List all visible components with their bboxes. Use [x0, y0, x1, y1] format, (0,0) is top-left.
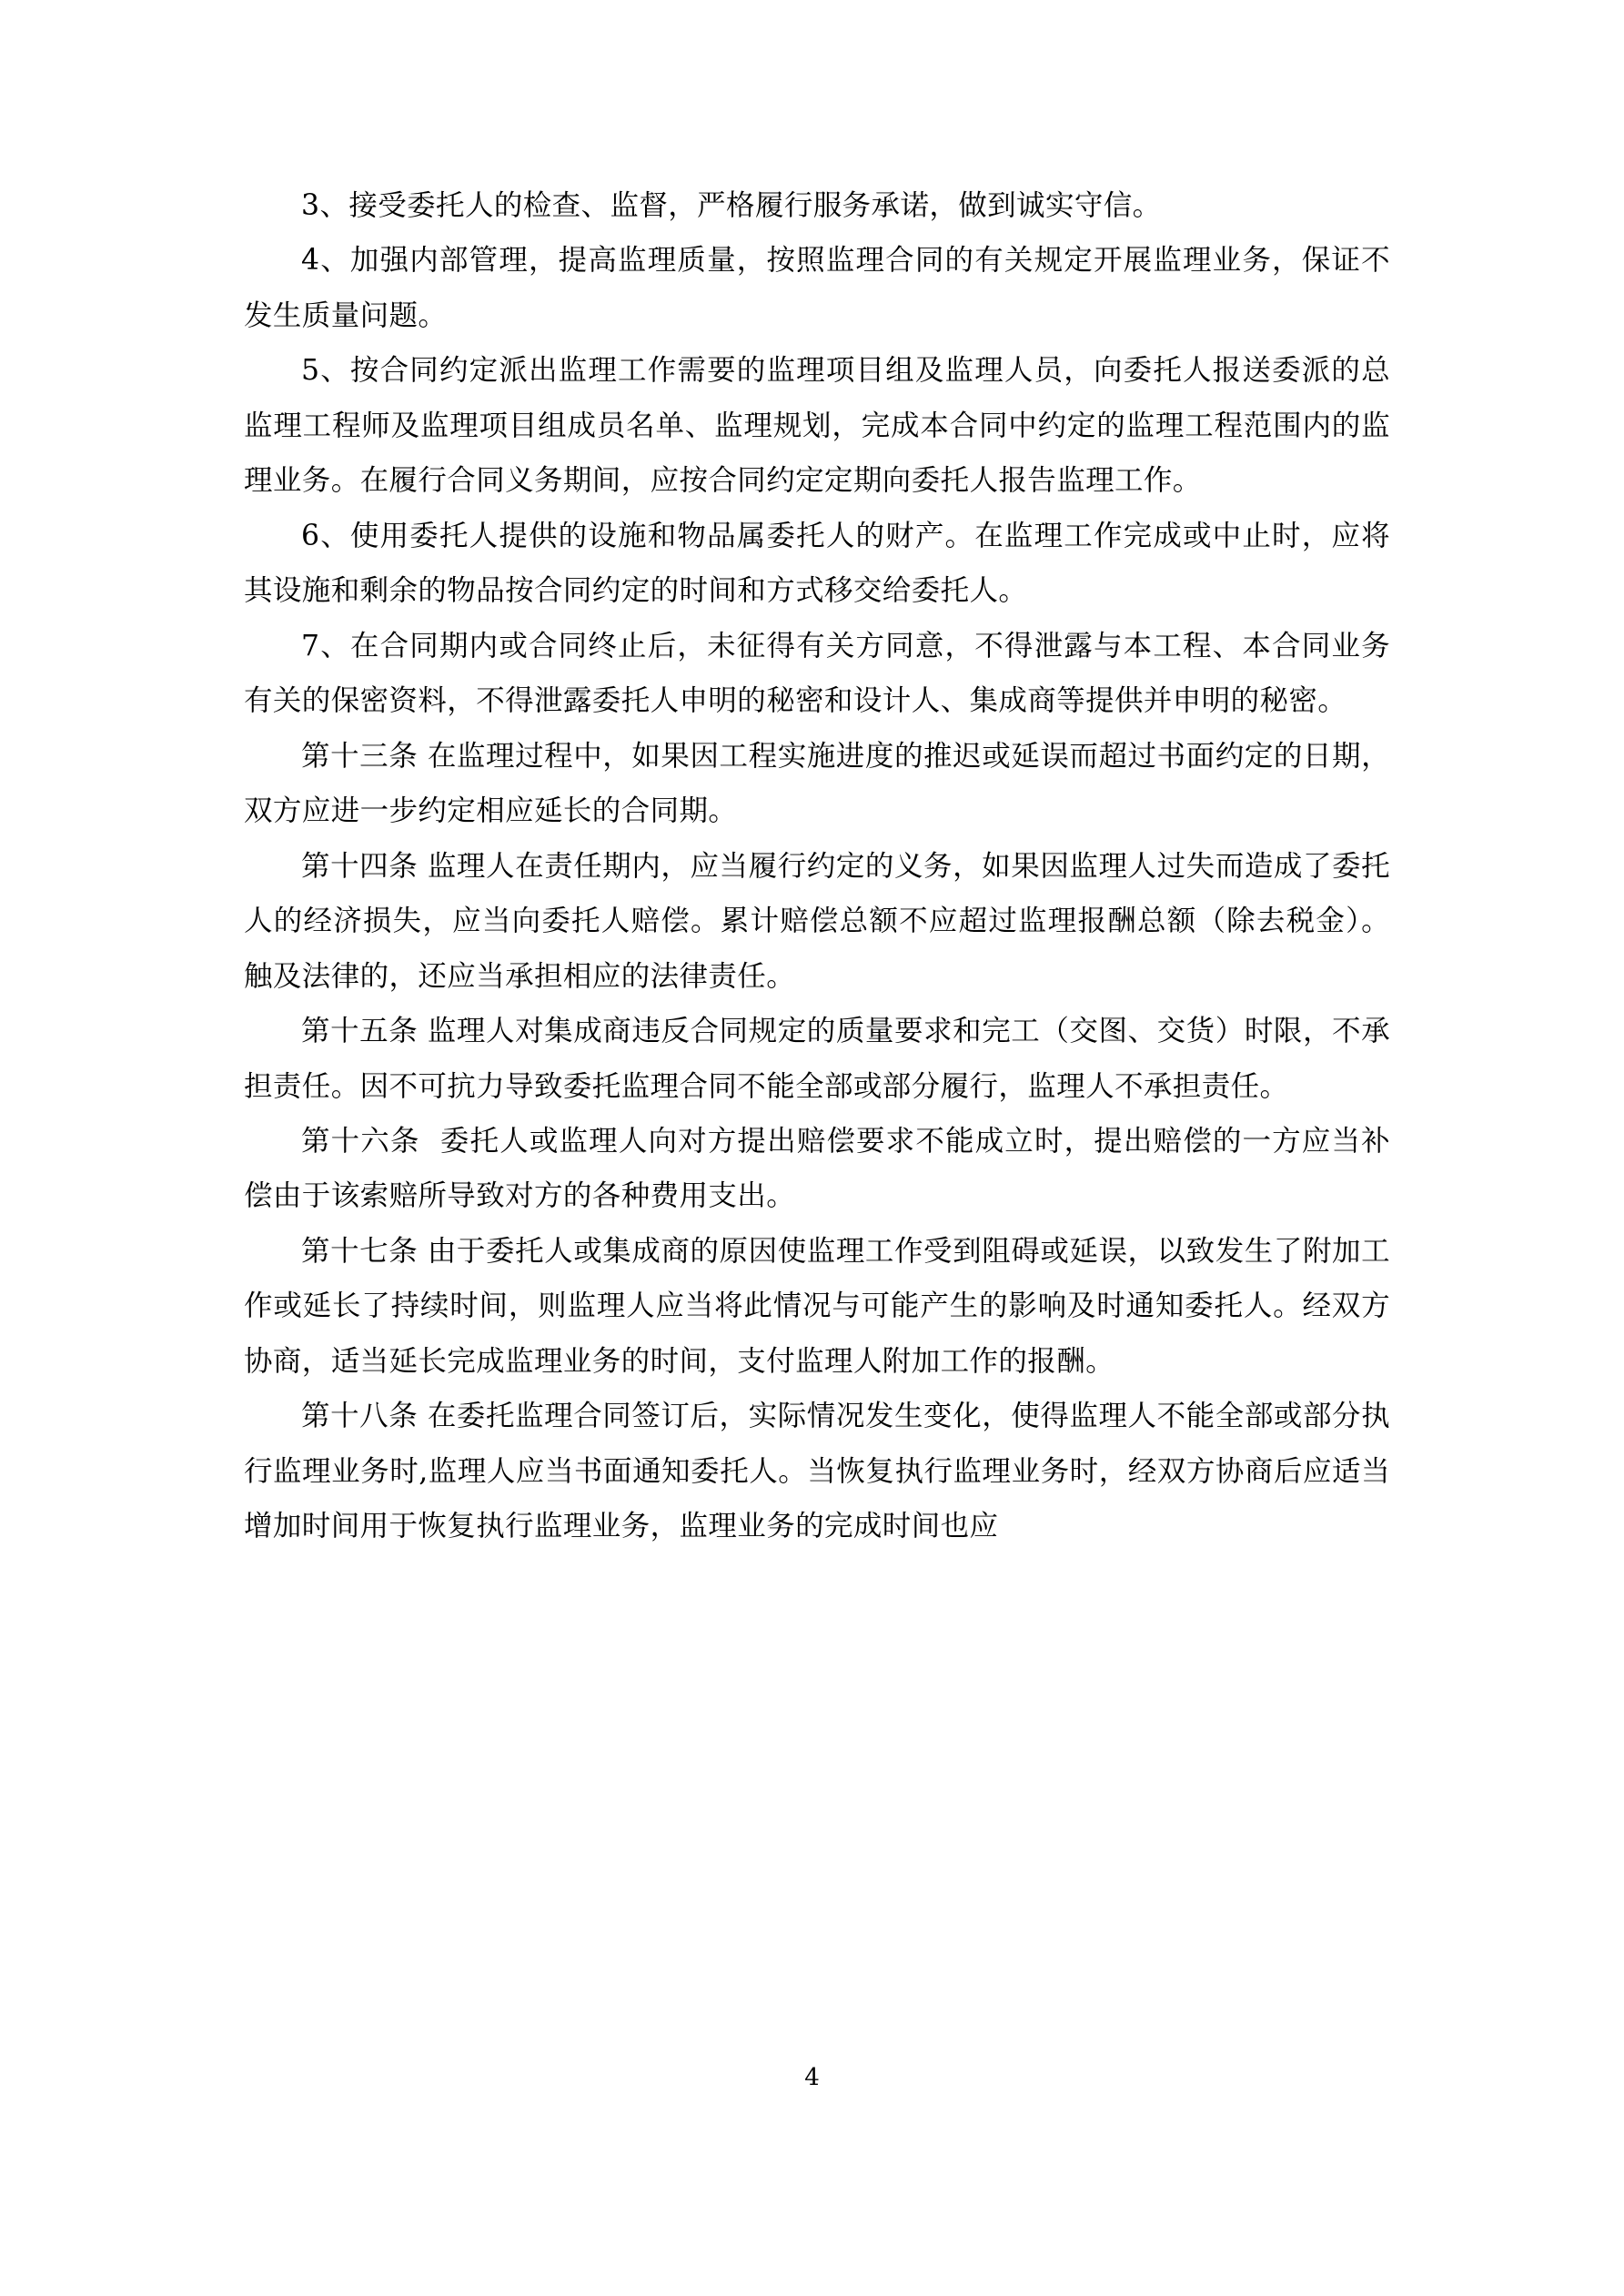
paragraph: 6、使用委托人提供的设施和物品属委托人的财产。在监理工作完成或中止时，应将其设施和剩余的物品按合同约定的时间和方式移交给委托人。: [244, 519, 1390, 608]
document-body: [244, 178, 1390, 1554]
paragraph: 第十四条 监理人在责任期内，应当履行约定的义务，如果因监理人过失而造成了委托人的经济损失，应当向委托人赔偿。累计赔偿总额不应超过监理报酬总额（除去税金）。触及法律的，还应当承担相应的法律责任。: [244, 849, 1390, 993]
page-number: 4: [804, 2064, 820, 2091]
paragraph: 5、按合同约定派出监理工作需要的监理项目组及监理人员，向委托人报送委派的总监理工程师及监理项目组成员名单、监理规划，完成本合同中约定的监理工程范围内的监理业务。在履行合同义务期间，应按合同约定定期向委托人报告监理工作。: [244, 354, 1390, 498]
paragraph: 第十六条 委托人或监理人向对方提出赔偿要求不能成立时，提出赔偿的一方应当补偿由于该索赔所导致对方的各种费用支出。: [244, 1124, 1390, 1213]
paragraph: 4、加强内部管理，提高监理质量，按照监理合同的有关规定开展监理业务，保证不发生质量问题。: [244, 244, 1390, 332]
paragraph: 第十三条 在监理过程中，如果因工程实施进度的推迟或延误而超过书面约定的日期，双方应进一步约定相应延长的合同期。: [244, 739, 1390, 828]
paragraph: 7、在合同期内或合同终止后，未征得有关方同意，不得泄露与本工程、本合同业务有关的保密资料，不得泄露委托人申明的秘密和设计人、集成商等提供并申明的秘密。: [244, 629, 1390, 718]
paragraph: 第十七条 由于委托人或集成商的原因使监理工作受到阻碍或延误，以致发生了附加工作或延长了持续时间，则监理人应当将此情况与可能产生的影响及时通知委托人。经双方协商，适当延长完成监理业务的时间，支付监理人附加工作的报酬。: [244, 1234, 1390, 1378]
paragraph: 3、接受委托人的检查、监督，严格履行服务承诺，做到诚实守信。: [301, 189, 1162, 222]
paragraph: 第十八条 在委托监理合同签订后，实际情况发生变化，使得监理人不能全部或部分执行监理业务时,监理人应当书面通知委托人。当恢复执行监理业务时，经双方协商后应适当增加时间用于恢复执行监理业务，监理业务的完成时间也应: [244, 1400, 1390, 1543]
paragraph: 第十五条 监理人对集成商违反合同规定的质量要求和完工（交图、交货）时限，不承担责任。因不可抗力导致委托监理合同不能全部或部分履行，监理人不承担责任。: [244, 1015, 1390, 1103]
